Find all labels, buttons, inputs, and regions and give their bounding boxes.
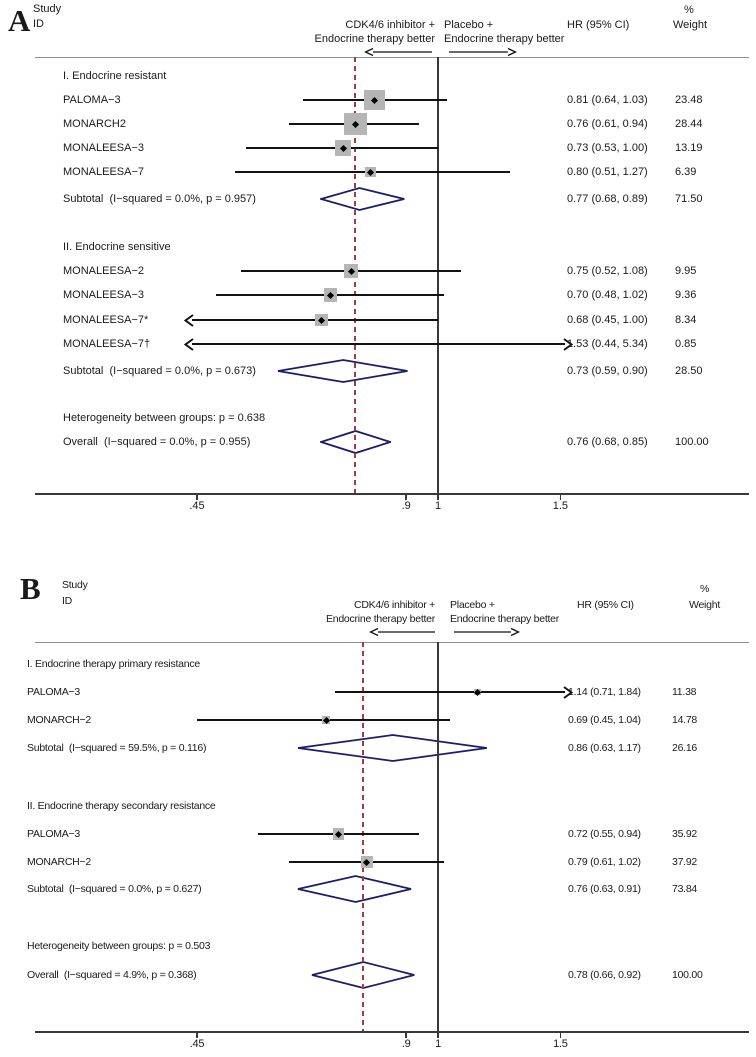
hr-value: 0.80 (0.51, 1.27) xyxy=(567,166,648,178)
study-label: MONARCH2 xyxy=(63,118,126,130)
study-label: MONALEESA−7* xyxy=(63,314,149,326)
weight-value: 0.85 xyxy=(675,338,697,350)
hr-value: 0.81 (0.64, 1.03) xyxy=(567,94,648,106)
weight-column-header: Weight xyxy=(689,599,720,611)
weight-value: 28.44 xyxy=(675,118,703,130)
subtotal-diamond xyxy=(277,359,408,383)
x-axis-tick-label: .9 xyxy=(401,500,411,512)
right-treatment-label-line1: Placebo + xyxy=(450,599,495,611)
weight-value: 6.39 xyxy=(675,166,697,178)
x-axis-tick-label: .9 xyxy=(401,1038,411,1050)
heterogeneity-note: Heterogeneity between groups: p = 0.638 xyxy=(63,412,266,424)
hr-value: 0.77 (0.68, 0.89) xyxy=(567,193,648,205)
left-treatment-label-line2: Endocrine therapy better xyxy=(326,613,435,625)
overall-label: Overall (I−squared = 4.9%, p = 0.368) xyxy=(27,969,197,981)
group-heading: I. Endocrine resistant xyxy=(63,70,167,82)
subtotal-label: Subtotal (I−squared = 0.0%, p = 0.627) xyxy=(27,883,202,895)
weight-column-header: Weight xyxy=(673,19,708,31)
weight-value: 23.48 xyxy=(675,94,703,106)
hr-value: 0.70 (0.48, 1.02) xyxy=(567,289,648,301)
group-heading: II. Endocrine therapy secondary resistance xyxy=(27,800,216,812)
x-axis-tick-label: 1.5 xyxy=(553,1038,568,1050)
subtotal-label: Subtotal (I−squared = 0.0%, p = 0.957) xyxy=(63,193,256,205)
hr-value: 0.73 (0.53, 1.00) xyxy=(567,142,648,154)
panel-b xyxy=(0,558,756,1057)
left-arrow-icon xyxy=(364,47,434,57)
study-label: MONALEESA−3 xyxy=(63,142,145,154)
hr-value: 0.68 (0.45, 1.00) xyxy=(567,314,648,326)
hr-value: 0.76 (0.63, 0.91) xyxy=(568,883,641,895)
left-treatment-label-line1: CDK4/6 inhibitor + xyxy=(345,19,435,31)
weight-value: 100.00 xyxy=(675,436,709,448)
x-axis-tick-label: 1 xyxy=(434,500,442,512)
hr-value: 0.76 (0.61, 0.94) xyxy=(567,118,648,130)
weight-value: 13.19 xyxy=(675,142,703,154)
hr-value: 0.73 (0.59, 0.90) xyxy=(567,365,648,377)
group-heading: II. Endocrine sensitive xyxy=(63,241,171,253)
left-treatment-label-line1: CDK4/6 inhibitor + xyxy=(353,599,435,611)
heterogeneity-note: Heterogeneity between groups: p = 0.503 xyxy=(27,940,211,952)
weight-value: 37.92 xyxy=(672,856,698,868)
null-reference-line xyxy=(437,57,439,493)
hr-column-header: HR (95% CI) xyxy=(577,599,634,611)
study-header-line1: Study xyxy=(62,579,88,591)
subtotal-label: Subtotal (I−squared = 59.5%, p = 0.116) xyxy=(27,742,207,754)
subtotal-diamond xyxy=(297,875,412,903)
right-arrow-icon xyxy=(447,47,517,57)
weight-value: 14.78 xyxy=(672,714,698,726)
study-header-line1: Study xyxy=(33,3,62,15)
pooled-estimate-dashed-line xyxy=(362,642,364,1031)
study-label: MONARCH−2 xyxy=(27,856,91,868)
study-label: MONALEESA−2 xyxy=(63,265,145,277)
confidence-interval-line xyxy=(192,343,565,345)
weight-value: 9.36 xyxy=(675,289,697,301)
weight-value: 28.50 xyxy=(675,365,703,377)
hr-value: 0.79 (0.61, 1.02) xyxy=(568,856,641,868)
study-label: MONALEESA−3 xyxy=(63,289,145,301)
overall-label: Overall (I−squared = 0.0%, p = 0.955) xyxy=(63,436,251,448)
weight-value: 73.84 xyxy=(672,883,698,895)
hr-value: 0.78 (0.66, 0.92) xyxy=(568,969,641,981)
right-treatment-label-line2: Endocrine therapy better xyxy=(450,613,559,625)
percent-column-header: % xyxy=(700,583,710,595)
confidence-interval-line xyxy=(335,691,566,693)
x-axis-tick-label: 1.5 xyxy=(552,500,569,512)
x-axis-line xyxy=(35,1031,749,1033)
header-rule xyxy=(35,57,749,58)
study-header-line2: ID xyxy=(33,18,44,30)
weight-value: 100.00 xyxy=(672,969,703,981)
hr-value: 1.53 (0.44, 5.34) xyxy=(567,338,648,350)
right-arrow-icon xyxy=(452,627,522,637)
weight-value: 11.38 xyxy=(672,686,697,698)
study-label: MONALEESA−7† xyxy=(63,338,151,350)
study-label: MONARCH−2 xyxy=(27,714,91,726)
weight-value: 71.50 xyxy=(675,193,703,205)
x-axis-line xyxy=(35,493,749,495)
ci-clipped-left-arrow-icon xyxy=(184,338,194,351)
study-label: PALOMA−3 xyxy=(27,828,80,840)
weight-value: 35.92 xyxy=(672,828,698,840)
subtotal-diamond xyxy=(320,187,405,211)
x-axis-tick-label: .45 xyxy=(189,1038,205,1050)
header-rule xyxy=(35,642,749,643)
hr-value: 0.86 (0.63, 1.17) xyxy=(568,742,641,754)
weight-value: 8.34 xyxy=(675,314,697,326)
hr-value: 0.75 (0.52, 1.08) xyxy=(567,265,648,277)
study-label: MONALEESA−7 xyxy=(63,166,145,178)
percent-column-header: % xyxy=(684,4,694,16)
subtotal-diamond xyxy=(297,734,488,762)
study-label: PALOMA−3 xyxy=(63,94,121,106)
subtotal-label: Subtotal (I−squared = 0.0%, p = 0.673) xyxy=(63,365,256,377)
hr-value: 0.69 (0.45, 1.04) xyxy=(568,714,641,726)
study-header-line2: ID xyxy=(62,595,72,607)
ci-clipped-left-arrow-icon xyxy=(184,314,194,327)
x-axis-tick-label: 1 xyxy=(435,1038,441,1050)
panel-a-letter: A xyxy=(8,3,31,38)
x-axis-tick-label: .45 xyxy=(189,500,205,512)
group-heading: I. Endocrine therapy primary resistance xyxy=(27,658,200,670)
hr-value: 0.76 (0.68, 0.85) xyxy=(567,436,648,448)
hr-value: 0.72 (0.55, 0.94) xyxy=(568,828,641,840)
left-arrow-icon xyxy=(369,627,439,637)
weight-value: 9.95 xyxy=(675,265,697,277)
left-treatment-label-line2: Endocrine therapy better xyxy=(314,33,435,45)
hr-value: 1.14 (0.71, 1.84) xyxy=(568,686,641,698)
right-treatment-label-line2: Endocrine therapy better xyxy=(444,33,565,45)
weight-value: 26.16 xyxy=(672,742,698,754)
right-treatment-label-line1: Placebo + xyxy=(444,19,494,31)
panel-b-letter: B xyxy=(20,571,41,606)
null-reference-line xyxy=(437,642,439,1031)
study-label: PALOMA−3 xyxy=(27,686,80,698)
hr-column-header: HR (95% CI) xyxy=(567,19,630,31)
